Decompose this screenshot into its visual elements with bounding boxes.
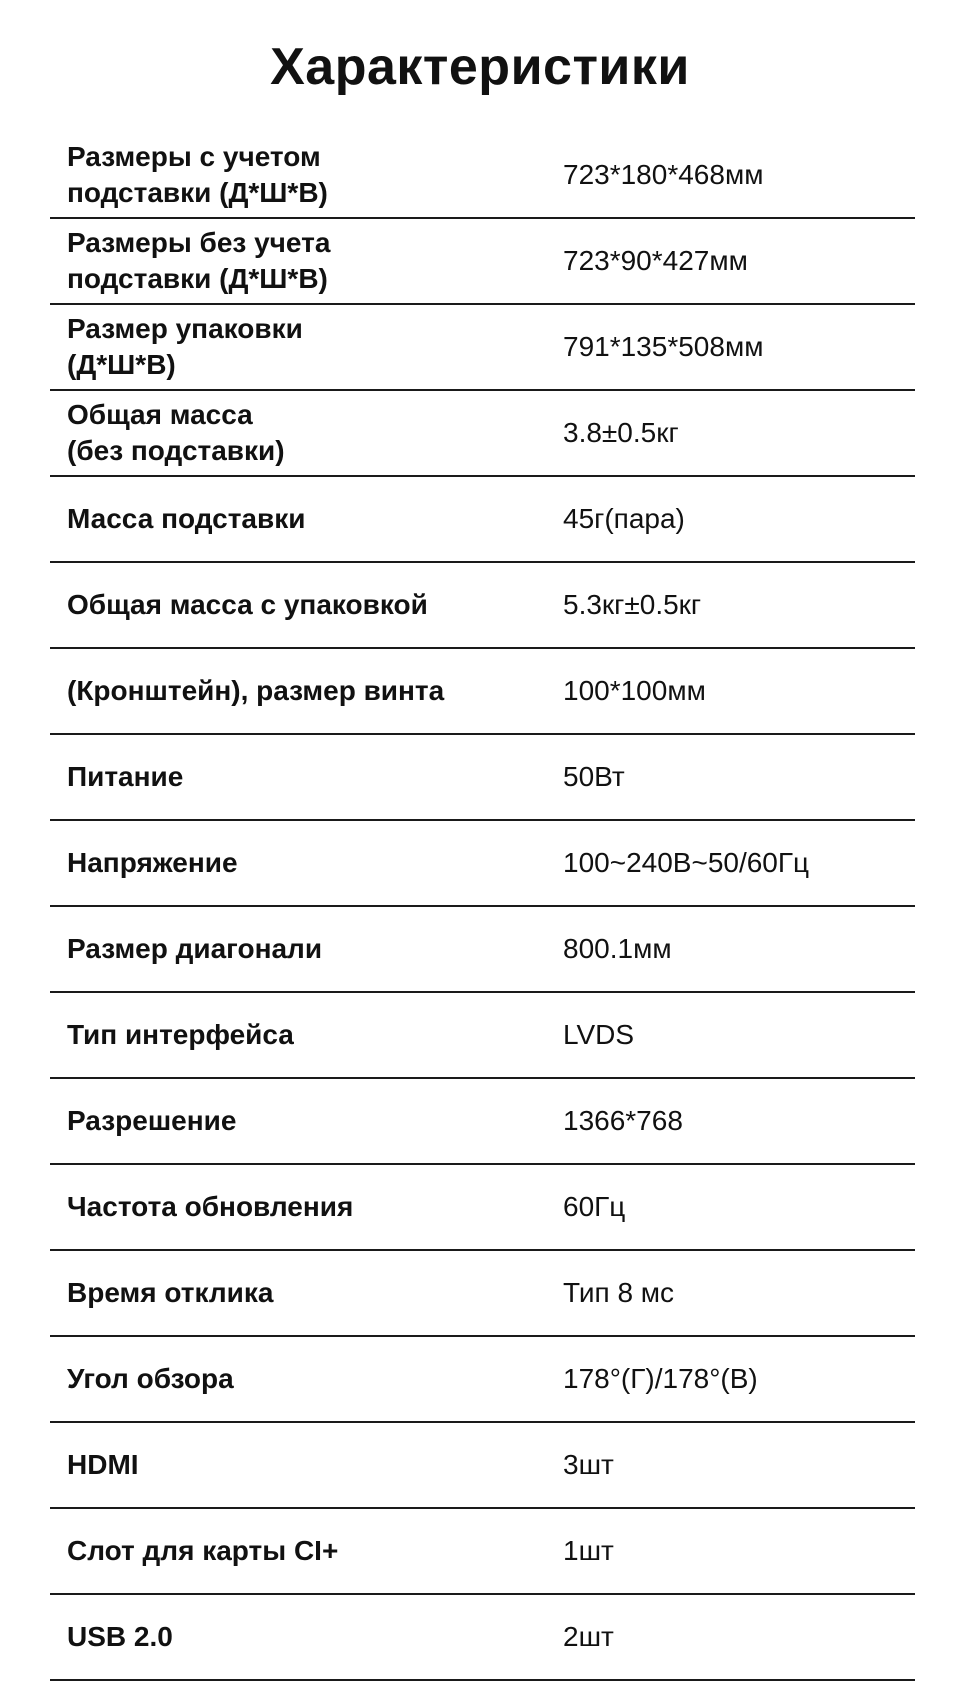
spec-value: 800.1мм bbox=[563, 933, 672, 964]
spec-label: Размеры без учета подставки (Д*Ш*В) bbox=[67, 227, 331, 294]
spec-value: LVDS bbox=[563, 1019, 635, 1050]
spec-label: Размеры с учетом подставки (Д*Ш*В) bbox=[67, 141, 328, 208]
spec-value: 1366*768 bbox=[563, 1105, 683, 1136]
spec-value: 791*135*508мм bbox=[563, 331, 764, 362]
spec-value: 3.8±0.5кг bbox=[563, 417, 679, 448]
spec-value: 723*90*427мм bbox=[563, 245, 748, 276]
spec-row bbox=[50, 219, 915, 305]
spec-label: (Кронштейн), размер винта bbox=[67, 675, 445, 706]
spec-label: Частота обновления bbox=[67, 1191, 354, 1222]
spec-row bbox=[50, 1509, 915, 1595]
spec-row bbox=[50, 1595, 915, 1681]
spec-row bbox=[50, 1165, 915, 1251]
spec-table bbox=[50, 133, 915, 1681]
spec-row bbox=[50, 649, 915, 735]
spec-value: 5.3кг±0.5кг bbox=[563, 589, 702, 620]
spec-value: 45г(пара) bbox=[563, 503, 685, 534]
spec-value: 60Гц bbox=[563, 1191, 626, 1222]
spec-value: 100~240В~50/60Гц bbox=[563, 847, 810, 878]
spec-label: USB 2.0 bbox=[67, 1621, 173, 1652]
spec-row bbox=[50, 907, 915, 993]
spec-row bbox=[50, 993, 915, 1079]
spec-value: 723*180*468мм bbox=[563, 159, 764, 190]
spec-value: Тип 8 мс bbox=[563, 1277, 675, 1308]
spec-label: Тип интерфейса bbox=[67, 1019, 294, 1050]
spec-row bbox=[50, 391, 915, 477]
spec-label: Угол обзора bbox=[67, 1363, 234, 1394]
spec-value: 3шт bbox=[563, 1449, 614, 1480]
spec-row bbox=[50, 1423, 915, 1509]
spec-label: HDMI bbox=[67, 1449, 139, 1480]
spec-value: 1шт bbox=[563, 1535, 614, 1566]
spec-value: 2шт bbox=[563, 1621, 614, 1652]
spec-value: 100*100мм bbox=[563, 675, 706, 706]
spec-label: Общая масса (без подставки) bbox=[67, 399, 285, 466]
spec-row bbox=[50, 735, 915, 821]
spec-label: Питание bbox=[67, 761, 184, 792]
spec-row bbox=[50, 563, 915, 649]
page-title: Характеристики bbox=[270, 38, 690, 96]
spec-row bbox=[50, 1251, 915, 1337]
spec-label: Размер диагонали bbox=[67, 933, 323, 964]
spec-row bbox=[50, 477, 915, 563]
spec-label: Напряжение bbox=[67, 847, 238, 878]
spec-row bbox=[50, 821, 915, 907]
spec-label: Слот для карты CI+ bbox=[67, 1535, 339, 1566]
spec-label: Размер упаковки (Д*Ш*В) bbox=[67, 313, 303, 380]
spec-row bbox=[50, 305, 915, 391]
spec-label: Время отклика bbox=[67, 1277, 274, 1308]
spec-label: Разрешение bbox=[67, 1105, 237, 1136]
spec-label: Масса подставки bbox=[67, 503, 306, 534]
spec-row bbox=[50, 1337, 915, 1423]
spec-row bbox=[50, 133, 915, 219]
spec-value: 178°(Г)/178°(В) bbox=[563, 1363, 758, 1394]
spec-value: 50Вт bbox=[563, 761, 625, 792]
spec-label: Общая масса с упаковкой bbox=[67, 589, 428, 620]
spec-row bbox=[50, 1079, 915, 1165]
